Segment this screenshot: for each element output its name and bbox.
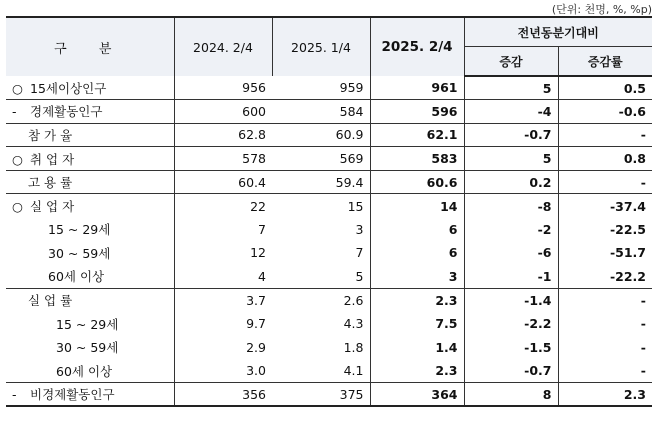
cell-2024-q2: 600 — [174, 100, 272, 124]
cell-2025-q1: 5 — [272, 265, 370, 289]
table-row — [6, 383, 652, 407]
row-label: - 경제활동인구 — [6, 100, 174, 124]
cell-diff: -1.5 — [464, 336, 558, 360]
cell-2024-q2: 3.0 — [246, 363, 266, 379]
cell-2024-q2: 60.4 — [174, 170, 272, 194]
row-label: - 비경제활동인구 — [6, 383, 174, 407]
cell-2025-q2: 583 — [370, 147, 464, 171]
table-row — [6, 359, 652, 383]
cell-2025-q1: 4.1 — [272, 359, 370, 383]
cell-2025-q2: 7.5 — [370, 312, 464, 336]
cell-2024-q2: 9.7 — [246, 316, 266, 332]
cell-2025-q1: 15 — [272, 194, 370, 218]
header-gubun: 구 분 — [6, 17, 174, 76]
cell-rate: 0.5 — [623, 80, 646, 96]
row-label: ○ 취 업 자 — [6, 147, 174, 171]
row-label: 15 ~ 29세 — [6, 312, 174, 336]
row-label: 참 가 율 — [6, 123, 174, 147]
cell-rate: - — [640, 363, 646, 379]
cell-rate: -22.2 — [609, 268, 646, 284]
cell-2025-q1: 60.9 — [272, 123, 370, 147]
cell-diff: 0.2 — [464, 170, 558, 194]
cell-rate: - — [640, 339, 646, 355]
cell-2025-q2: 6 — [370, 218, 464, 242]
cell-diff: -4 — [464, 100, 558, 124]
row-label: 30 ~ 59세 — [6, 336, 174, 360]
cell-2024-q2: 7 — [258, 221, 266, 237]
cell-2025-q2: 596 — [370, 100, 464, 124]
cell-diff: 8 — [464, 383, 558, 407]
table-body — [6, 76, 652, 406]
row-label: 30 ~ 59세 — [6, 241, 174, 265]
cell-rate: -0.6 — [558, 100, 652, 124]
cell-2025-q1: 2.6 — [272, 288, 370, 312]
table-header — [6, 17, 652, 76]
row-bullet: ○ — [12, 199, 23, 215]
row-label: 실 업 률 — [6, 288, 174, 312]
cell-2025-q2: 2.3 — [370, 359, 464, 383]
unit-note: (단위: 천명, %, %p) — [551, 3, 652, 16]
cell-rate: 0.8 — [558, 147, 652, 171]
table-row — [6, 241, 652, 265]
cell-diff: -2 — [464, 218, 558, 242]
cell-2025-q2: 6 — [370, 241, 464, 265]
cell-diff: -2.2 — [464, 312, 558, 336]
cell-2025-q1: 569 — [272, 147, 370, 171]
cell-2024-q2: 4 — [258, 268, 266, 284]
table-row — [6, 194, 652, 218]
cell-2025-q2: 961 — [370, 76, 464, 100]
cell-2024-q2: 956 — [242, 80, 266, 96]
header-2024-q2: 2024. 2/4 — [174, 17, 272, 76]
table-row — [6, 312, 652, 336]
row-label: 고 용 률 — [6, 170, 174, 194]
cell-rate: - — [558, 170, 652, 194]
cell-diff: 5 — [464, 76, 558, 100]
cell-2025-q1: 375 — [272, 383, 370, 407]
cell-2025-q1: 3 — [272, 218, 370, 242]
cell-2025-q1: 4.3 — [272, 312, 370, 336]
cell-2024-q2: 3.7 — [174, 288, 272, 312]
header-2025-q2: 2025. 2/4 — [370, 17, 464, 76]
table-row — [6, 123, 652, 147]
table-row — [6, 147, 652, 171]
cell-2024-q2: 62.8 — [174, 123, 272, 147]
row-bullet: ○ — [12, 151, 23, 167]
cell-diff: -1 — [464, 265, 558, 289]
cell-2024-q2: 2.9 — [246, 339, 266, 355]
cell-rate: 2.3 — [558, 383, 652, 407]
cell-2025-q2: 2.3 — [370, 288, 464, 312]
cell-diff: -8 — [464, 194, 558, 218]
cell-2025-q1: 584 — [272, 100, 370, 124]
row-label: ○ 15세이상인구 — [6, 76, 174, 100]
row-label: 60세 이상 — [6, 359, 174, 383]
cell-2025-q2: 1.4 — [370, 336, 464, 360]
row-label: 15 ~ 29세 — [6, 218, 174, 242]
cell-2025-q2: 62.1 — [370, 123, 464, 147]
row-bullet: - — [12, 387, 17, 403]
cell-2024-q2: 22 — [174, 194, 272, 218]
cell-rate: -37.4 — [558, 194, 652, 218]
table-row — [6, 100, 652, 124]
table-row — [6, 336, 652, 360]
cell-rate: - — [558, 288, 652, 312]
cell-2025-q1: 1.8 — [272, 336, 370, 360]
row-bullet: ○ — [12, 80, 23, 96]
header-diff: 증감 — [464, 47, 558, 77]
cell-diff: -0.7 — [464, 123, 558, 147]
cell-2025-q1: 959 — [272, 76, 370, 100]
table-row — [6, 288, 652, 312]
table-row — [6, 218, 652, 242]
cell-rate: -51.7 — [609, 245, 646, 261]
cell-rate: - — [640, 316, 646, 332]
table-row — [6, 170, 652, 194]
cell-2025-q2: 364 — [370, 383, 464, 407]
cell-2024-q2: 12 — [250, 245, 266, 261]
header-rate: 증감률 — [558, 47, 652, 77]
employment-table — [6, 16, 652, 407]
cell-2025-q1: 7 — [272, 241, 370, 265]
cell-2024-q2: 578 — [174, 147, 272, 171]
cell-2025-q1: 59.4 — [272, 170, 370, 194]
cell-diff: -6 — [464, 241, 558, 265]
cell-2025-q2: 60.6 — [370, 170, 464, 194]
row-label: ○ 실 업 자 — [6, 194, 174, 218]
cell-rate: -22.5 — [609, 221, 646, 237]
row-label: 60세 이상 — [6, 265, 174, 289]
cell-2025-q2: 14 — [370, 194, 464, 218]
cell-diff: 5 — [464, 147, 558, 171]
header-yoy: 전년동분기대비 — [464, 17, 652, 47]
cell-rate: - — [558, 123, 652, 147]
table-row — [6, 265, 652, 289]
table-row — [6, 76, 652, 100]
cell-2025-q2: 3 — [370, 265, 464, 289]
cell-diff: -1.4 — [464, 288, 558, 312]
cell-2024-q2: 356 — [174, 383, 272, 407]
row-bullet: - — [12, 104, 17, 120]
header-2025-q1: 2025. 1/4 — [272, 17, 370, 76]
cell-diff: -0.7 — [464, 359, 558, 383]
